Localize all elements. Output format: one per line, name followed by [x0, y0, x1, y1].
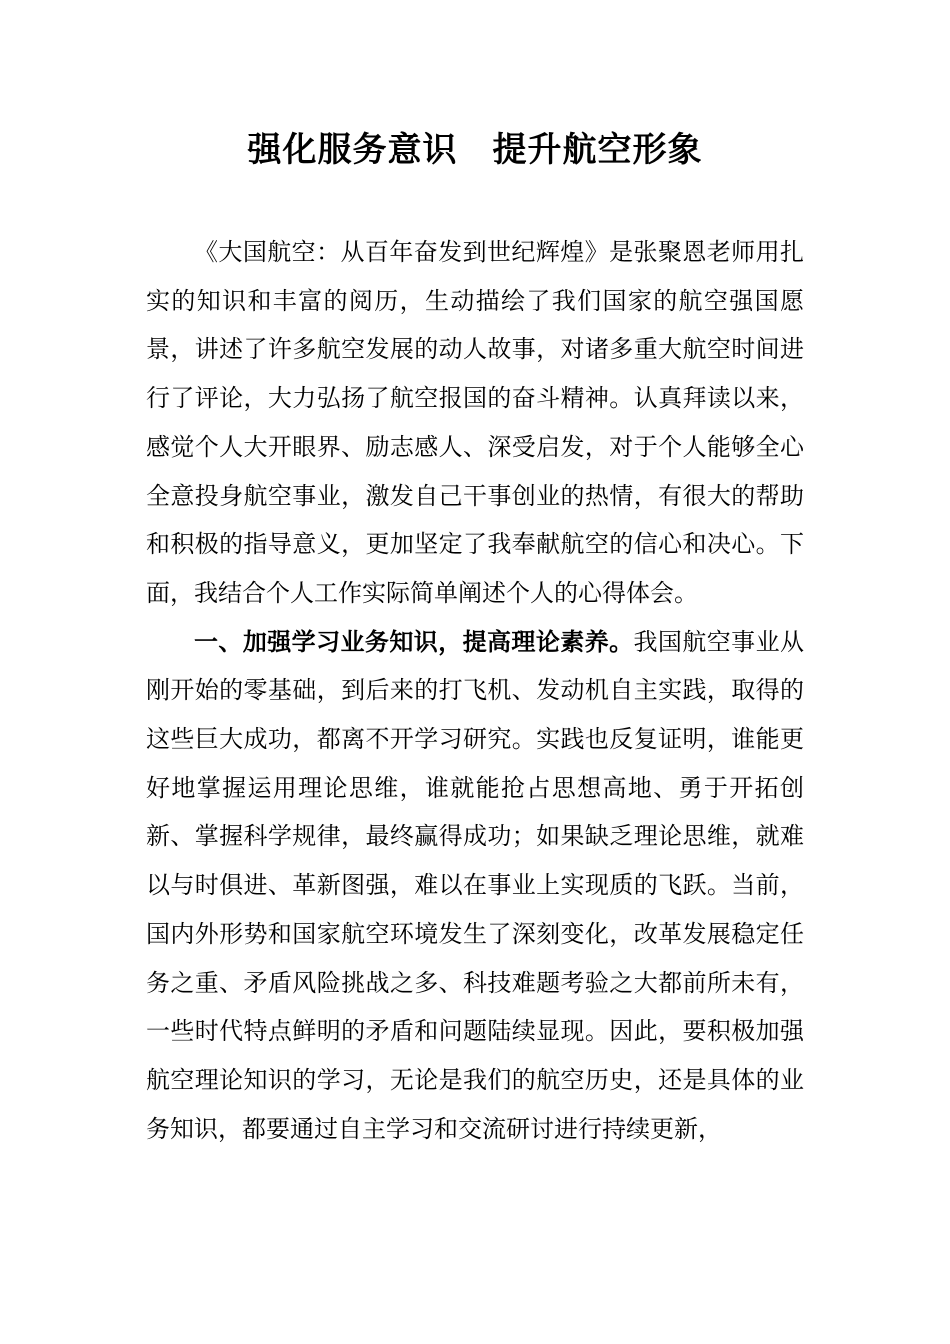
paragraph-text: 《大国航空：从百年奋发到世纪辉煌》是张聚恩老师用扎实的知识和丰富的阅历，生动描绘了我们国家的航空强国愿景，讲述了许多航空发展的动人故事，对诸多重大航空时间进行了评论，大力弘扬了航空报国的奋斗精神。认真拜读以来，感觉个人大开眼界、励志感人、深受启发，对于个人能够全心全意投身航空事业，激发自己干事创业的热情，有很大的帮助和积极的指导意义，更加坚定了我奉献航空的信心和决心。下面，我结合个人工作实际简单阐述个人的心得体会。	[146, 238, 804, 607]
section-heading: 一、加强学习业务知识，提高理论素养。	[194, 627, 634, 656]
paragraph-intro	[146, 228, 804, 618]
paragraph-section-1	[146, 618, 804, 1154]
document-title: 强化服务意识 提升航空形象	[247, 130, 703, 170]
paragraph-text: 我国航空事业从刚开始的零基础，到后来的打飞机、发动机自主实践，取得的这些巨大成功，都离不开学习研究。实践也反复证明，谁能更好地掌握运用理论思维，谁就能抢占思想高地、勇于开拓创新、掌握科学规律，最终赢得成功；如果缺乏理论思维，就难以与时俱进、革新图强，难以在事业上实现质的飞跃。当前，国内外形势和国家航空环境发生了深刻变化，改革发展稳定任务之重、矛盾风险挑战之多、科技难题考验之大都前所未有，一些时代特点鲜明的矛盾和问题陆续显现。因此，要积极加强航空理论知识的学习，无论是我们的航空历史，还是具体的业务知识，都要通过自主学习和交流研讨进行持续更新，	[146, 627, 804, 1143]
document-body	[146, 228, 804, 1153]
